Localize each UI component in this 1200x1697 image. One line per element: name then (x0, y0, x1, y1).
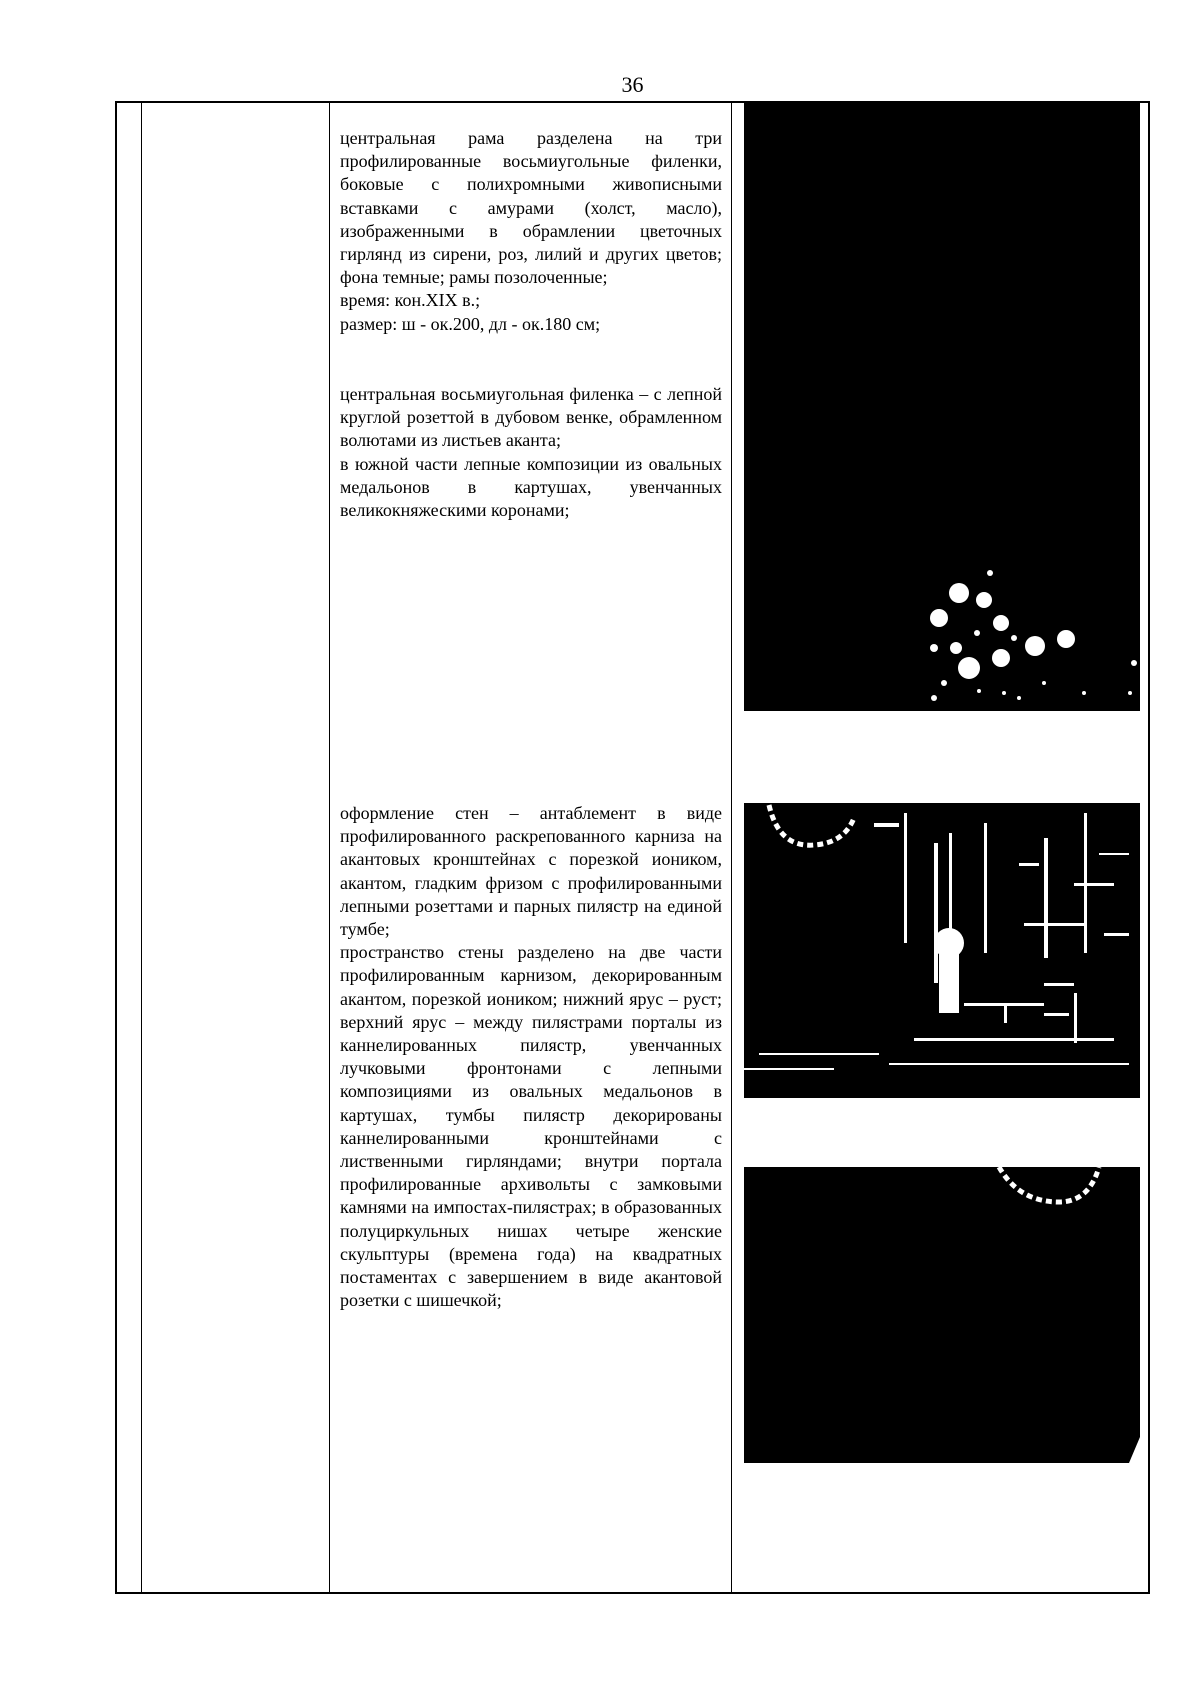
wall-photo-graphic (744, 803, 1140, 1098)
column-divider-2 (329, 103, 330, 1592)
wall-description (340, 802, 722, 1312)
column-divider-1 (141, 103, 142, 1592)
wall-detail-photo-graphic (744, 1167, 1140, 1463)
description-paragraph: центральная восьмиугольная филенка – с лепной круглой розеттой в дубовом венке, обрамленном волютами из листьев аканта; (340, 384, 722, 451)
description-paragraph: в южной части лепные композиции из овальных медальонов в картушах, увенчанных великокняжескими коронами; (340, 453, 722, 521)
description-paragraph: оформление стен – антаблемент в виде профилированного раскрепованного карниза на акантовых кронштейнах с порезкой иоником, акантом, гладким фризом с профилированными лепными розеттами и парных пилястр на единой тумбе; (340, 803, 722, 940)
ceiling-description-1 (340, 127, 722, 336)
wall-detail-photo (744, 1167, 1140, 1463)
ceiling-photo-graphic (744, 103, 1140, 711)
ceiling-photo (744, 103, 1140, 711)
column-divider-3 (731, 103, 732, 1592)
description-paragraph: время: кон.XIX в.; (340, 290, 481, 311)
page-number: 36 (621, 72, 644, 97)
description-paragraph: пространство стены разделено на две части профилированным карнизом, декорированным акантом, порезкой иоником; нижний ярус – руст; верхний ярус – между пилястрами порталы из каннелированных пилястр, увенчанных лучковыми фронтонами с лепными композициями из овальных медальонов в картушах, тумбы пилястр декорированы каннелированными кронштейнами с лиственными гирляндами; внутри портала профилированные архивольты с замковыми камнями на импостах-пилястрах; в образованных полуциркульных нишах четыре женские скульптуры (времена года) на квадратных постаментах с завершением в виде акантовой розетки с шишечкой; (340, 942, 722, 1311)
description-paragraph: размер: ш - ок.200, дл - ок.180 см; (340, 313, 601, 334)
inventory-table (115, 101, 1150, 1594)
description-paragraph: центральная рама разделена на три профилированные восьмиугольные филенки, боковые с полихромными живописными вставками с амурами (холст, масло), изображенными в обрамлении цветочных гирлянд из сирени, роз, лилий и других цветов; фона темные; рамы позолоченные; (340, 128, 722, 288)
ceiling-description-2 (340, 383, 722, 522)
wall-photo (744, 803, 1140, 1098)
